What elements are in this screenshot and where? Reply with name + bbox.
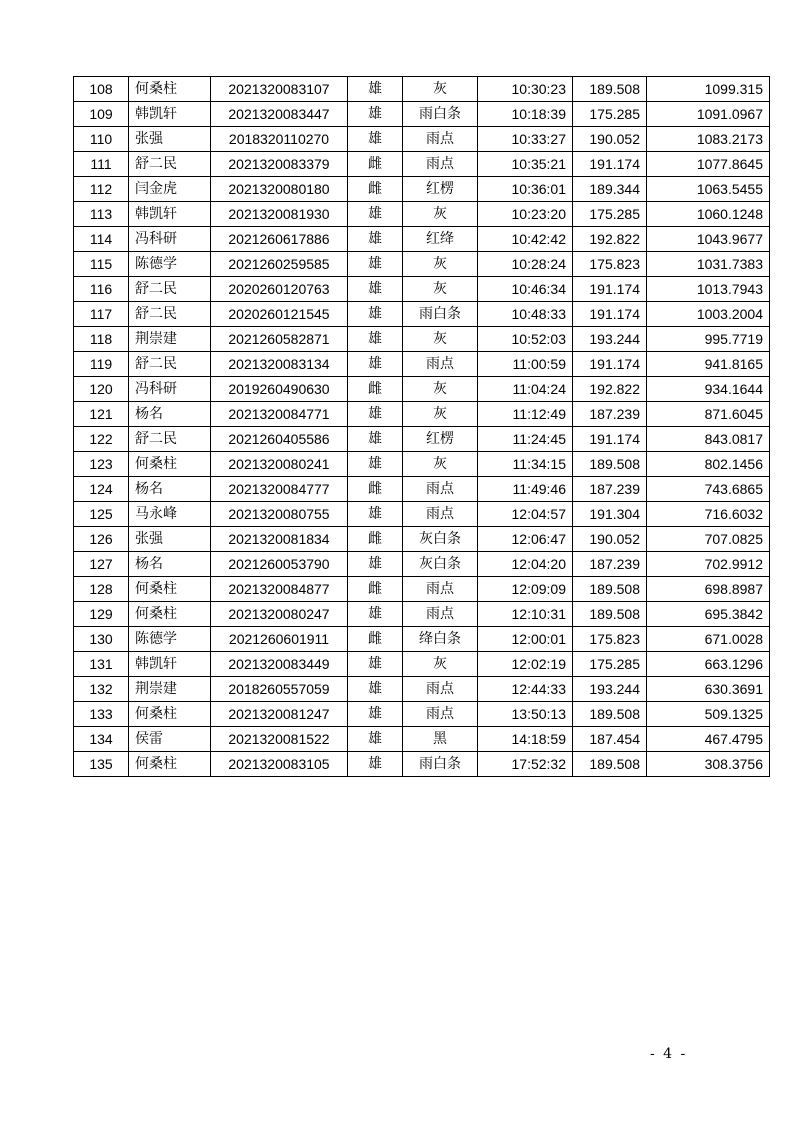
distance-cell: 191.174	[573, 277, 647, 302]
rank-cell: 124	[74, 477, 129, 502]
ring-number-cell: 2021320080755	[211, 502, 348, 527]
speed-cell: 695.3842	[647, 602, 770, 627]
owner-name-cell: 侯雷	[129, 727, 211, 752]
owner-name-cell: 荆崇建	[129, 327, 211, 352]
speed-cell: 1003.2004	[647, 302, 770, 327]
speed-cell: 663.1296	[647, 652, 770, 677]
feather-color-cell: 灰	[403, 652, 478, 677]
rank-cell: 126	[74, 527, 129, 552]
page-number: - 4 -	[650, 1046, 688, 1062]
arrival-time-cell: 11:34:15	[478, 452, 573, 477]
arrival-time-cell: 12:00:01	[478, 627, 573, 652]
table-row	[74, 452, 770, 477]
arrival-time-cell: 10:52:03	[478, 327, 573, 352]
ring-number-cell: 2021260405586	[211, 427, 348, 452]
rank-cell: 120	[74, 377, 129, 402]
arrival-time-cell: 11:00:59	[478, 352, 573, 377]
ring-number-cell: 2021320083105	[211, 752, 348, 777]
ring-number-cell: 2021320081522	[211, 727, 348, 752]
owner-name-cell: 韩凯轩	[129, 102, 211, 127]
rank-cell: 118	[74, 327, 129, 352]
speed-cell: 1043.9677	[647, 227, 770, 252]
ring-number-cell: 2021320083449	[211, 652, 348, 677]
table-row	[74, 352, 770, 377]
arrival-time-cell: 10:28:24	[478, 252, 573, 277]
sex-cell: 雌	[348, 627, 403, 652]
speed-cell: 871.6045	[647, 402, 770, 427]
arrival-time-cell: 12:06:47	[478, 527, 573, 552]
owner-name-cell: 荆崇建	[129, 677, 211, 702]
speed-cell: 467.4795	[647, 727, 770, 752]
speed-cell: 716.6032	[647, 502, 770, 527]
feather-color-cell: 灰	[403, 252, 478, 277]
rank-cell: 127	[74, 552, 129, 577]
sex-cell: 雄	[348, 327, 403, 352]
distance-cell: 189.508	[573, 702, 647, 727]
arrival-time-cell: 10:23:20	[478, 202, 573, 227]
sex-cell: 雄	[348, 252, 403, 277]
feather-color-cell: 雨点	[403, 577, 478, 602]
distance-cell: 189.344	[573, 177, 647, 202]
speed-cell: 1083.2173	[647, 127, 770, 152]
ring-number-cell: 2021260582871	[211, 327, 348, 352]
sex-cell: 雌	[348, 477, 403, 502]
table-row	[74, 652, 770, 677]
rank-cell: 122	[74, 427, 129, 452]
ring-number-cell: 2021320080241	[211, 452, 348, 477]
rank-cell: 135	[74, 752, 129, 777]
owner-name-cell: 舒二民	[129, 302, 211, 327]
arrival-time-cell: 12:04:57	[478, 502, 573, 527]
sex-cell: 雄	[348, 127, 403, 152]
speed-cell: 1077.8645	[647, 152, 770, 177]
table-row	[74, 702, 770, 727]
table-row	[74, 727, 770, 752]
rank-cell: 115	[74, 252, 129, 277]
distance-cell: 189.508	[573, 77, 647, 102]
arrival-time-cell: 12:10:31	[478, 602, 573, 627]
arrival-time-cell: 12:04:20	[478, 552, 573, 577]
feather-color-cell: 灰	[403, 377, 478, 402]
table-row	[74, 677, 770, 702]
table-row	[74, 477, 770, 502]
sex-cell: 雌	[348, 152, 403, 177]
sex-cell: 雌	[348, 377, 403, 402]
feather-color-cell: 雨点	[403, 502, 478, 527]
table-row	[74, 402, 770, 427]
table-row	[74, 302, 770, 327]
distance-cell: 190.052	[573, 127, 647, 152]
ring-number-cell: 2021320081247	[211, 702, 348, 727]
feather-color-cell: 黑	[403, 727, 478, 752]
table-row	[74, 527, 770, 552]
distance-cell: 175.285	[573, 102, 647, 127]
speed-cell: 702.9912	[647, 552, 770, 577]
arrival-time-cell: 12:02:19	[478, 652, 573, 677]
distance-cell: 175.823	[573, 627, 647, 652]
sex-cell: 雄	[348, 402, 403, 427]
rank-cell: 131	[74, 652, 129, 677]
owner-name-cell: 张强	[129, 127, 211, 152]
rank-cell: 130	[74, 627, 129, 652]
table-row	[74, 327, 770, 352]
speed-cell: 509.1325	[647, 702, 770, 727]
feather-color-cell: 灰	[403, 202, 478, 227]
speed-cell: 934.1644	[647, 377, 770, 402]
sex-cell: 雄	[348, 277, 403, 302]
table-row	[74, 427, 770, 452]
sex-cell: 雌	[348, 527, 403, 552]
speed-cell: 707.0825	[647, 527, 770, 552]
arrival-time-cell: 11:04:24	[478, 377, 573, 402]
rank-cell: 119	[74, 352, 129, 377]
ring-number-cell: 2020260120763	[211, 277, 348, 302]
table-row	[74, 577, 770, 602]
sex-cell: 雄	[348, 602, 403, 627]
sex-cell: 雄	[348, 227, 403, 252]
table-row	[74, 227, 770, 252]
ring-number-cell: 2021260259585	[211, 252, 348, 277]
rank-cell: 129	[74, 602, 129, 627]
feather-color-cell: 雨白条	[403, 752, 478, 777]
owner-name-cell: 陈德学	[129, 627, 211, 652]
ring-number-cell: 2021320080247	[211, 602, 348, 627]
rank-cell: 133	[74, 702, 129, 727]
speed-cell: 995.7719	[647, 327, 770, 352]
feather-color-cell: 雨白条	[403, 302, 478, 327]
feather-color-cell: 灰	[403, 77, 478, 102]
rank-cell: 117	[74, 302, 129, 327]
sex-cell: 雄	[348, 302, 403, 327]
sex-cell: 雄	[348, 752, 403, 777]
feather-color-cell: 灰	[403, 402, 478, 427]
arrival-time-cell: 11:24:45	[478, 427, 573, 452]
distance-cell: 189.508	[573, 752, 647, 777]
rank-cell: 114	[74, 227, 129, 252]
sex-cell: 雄	[348, 502, 403, 527]
sex-cell: 雄	[348, 552, 403, 577]
arrival-time-cell: 10:30:23	[478, 77, 573, 102]
owner-name-cell: 韩凯轩	[129, 202, 211, 227]
ring-number-cell: 2021320081930	[211, 202, 348, 227]
ring-number-cell: 2021260601911	[211, 627, 348, 652]
distance-cell: 189.508	[573, 577, 647, 602]
owner-name-cell: 张强	[129, 527, 211, 552]
speed-cell: 1013.7943	[647, 277, 770, 302]
ring-number-cell: 2021260617886	[211, 227, 348, 252]
feather-color-cell: 雨点	[403, 352, 478, 377]
owner-name-cell: 闫金虎	[129, 177, 211, 202]
table-row	[74, 377, 770, 402]
table-row	[74, 277, 770, 302]
results-table-body	[74, 77, 770, 777]
sex-cell: 雌	[348, 577, 403, 602]
ring-number-cell: 2018320110270	[211, 127, 348, 152]
sex-cell: 雄	[348, 702, 403, 727]
distance-cell: 192.822	[573, 377, 647, 402]
table-row	[74, 627, 770, 652]
distance-cell: 191.174	[573, 352, 647, 377]
feather-color-cell: 灰	[403, 277, 478, 302]
sex-cell: 雄	[348, 452, 403, 477]
table-row	[74, 77, 770, 102]
distance-cell: 191.304	[573, 502, 647, 527]
speed-cell: 308.3756	[647, 752, 770, 777]
feather-color-cell: 灰	[403, 452, 478, 477]
speed-cell: 1099.315	[647, 77, 770, 102]
rank-cell: 134	[74, 727, 129, 752]
sex-cell: 雄	[348, 652, 403, 677]
arrival-time-cell: 11:49:46	[478, 477, 573, 502]
ring-number-cell: 2021320083134	[211, 352, 348, 377]
feather-color-cell: 雨白条	[403, 102, 478, 127]
speed-cell: 698.8987	[647, 577, 770, 602]
arrival-time-cell: 10:33:27	[478, 127, 573, 152]
feather-color-cell: 雨点	[403, 152, 478, 177]
ring-number-cell: 2021320083447	[211, 102, 348, 127]
rank-cell: 109	[74, 102, 129, 127]
rank-cell: 110	[74, 127, 129, 152]
speed-cell: 1060.1248	[647, 202, 770, 227]
speed-cell: 743.6865	[647, 477, 770, 502]
feather-color-cell: 雨点	[403, 127, 478, 152]
sex-cell: 雄	[348, 102, 403, 127]
arrival-time-cell: 10:42:42	[478, 227, 573, 252]
owner-name-cell: 杨名	[129, 552, 211, 577]
arrival-time-cell: 10:36:01	[478, 177, 573, 202]
results-table	[73, 76, 770, 777]
feather-color-cell: 灰白条	[403, 552, 478, 577]
table-row	[74, 152, 770, 177]
rank-cell: 132	[74, 677, 129, 702]
owner-name-cell: 何桑柱	[129, 602, 211, 627]
feather-color-cell: 红绛	[403, 227, 478, 252]
table-row	[74, 127, 770, 152]
speed-cell: 1091.0967	[647, 102, 770, 127]
owner-name-cell: 何桑柱	[129, 452, 211, 477]
owner-name-cell: 冯科研	[129, 377, 211, 402]
ring-number-cell: 2021320084771	[211, 402, 348, 427]
owner-name-cell: 杨名	[129, 402, 211, 427]
owner-name-cell: 舒二民	[129, 152, 211, 177]
feather-color-cell: 红楞	[403, 427, 478, 452]
feather-color-cell: 灰	[403, 327, 478, 352]
rank-cell: 116	[74, 277, 129, 302]
arrival-time-cell: 10:35:21	[478, 152, 573, 177]
owner-name-cell: 何桑柱	[129, 752, 211, 777]
ring-number-cell: 2021320081834	[211, 527, 348, 552]
table-row	[74, 102, 770, 127]
table-row	[74, 252, 770, 277]
table-row	[74, 552, 770, 577]
owner-name-cell: 马永峰	[129, 502, 211, 527]
feather-color-cell: 绛白条	[403, 627, 478, 652]
ring-number-cell: 2021260053790	[211, 552, 348, 577]
arrival-time-cell: 12:44:33	[478, 677, 573, 702]
rank-cell: 121	[74, 402, 129, 427]
rank-cell: 123	[74, 452, 129, 477]
rank-cell: 112	[74, 177, 129, 202]
ring-number-cell: 2021320084877	[211, 577, 348, 602]
distance-cell: 191.174	[573, 152, 647, 177]
distance-cell: 191.174	[573, 302, 647, 327]
distance-cell: 187.454	[573, 727, 647, 752]
owner-name-cell: 韩凯轩	[129, 652, 211, 677]
distance-cell: 175.285	[573, 652, 647, 677]
table-row	[74, 502, 770, 527]
arrival-time-cell: 12:09:09	[478, 577, 573, 602]
arrival-time-cell: 11:12:49	[478, 402, 573, 427]
speed-cell: 843.0817	[647, 427, 770, 452]
owner-name-cell: 舒二民	[129, 277, 211, 302]
sex-cell: 雄	[348, 352, 403, 377]
table-row	[74, 202, 770, 227]
speed-cell: 802.1456	[647, 452, 770, 477]
distance-cell: 190.052	[573, 527, 647, 552]
sex-cell: 雄	[348, 677, 403, 702]
sex-cell: 雌	[348, 177, 403, 202]
distance-cell: 187.239	[573, 402, 647, 427]
distance-cell: 187.239	[573, 477, 647, 502]
distance-cell: 187.239	[573, 552, 647, 577]
distance-cell: 175.285	[573, 202, 647, 227]
ring-number-cell: 2019260490630	[211, 377, 348, 402]
rank-cell: 108	[74, 77, 129, 102]
ring-number-cell: 2021320084777	[211, 477, 348, 502]
feather-color-cell: 红楞	[403, 177, 478, 202]
distance-cell: 175.823	[573, 252, 647, 277]
speed-cell: 1031.7383	[647, 252, 770, 277]
distance-cell: 193.244	[573, 327, 647, 352]
sex-cell: 雄	[348, 202, 403, 227]
owner-name-cell: 舒二民	[129, 427, 211, 452]
ring-number-cell: 2021320080180	[211, 177, 348, 202]
feather-color-cell: 雨点	[403, 677, 478, 702]
owner-name-cell: 何桑柱	[129, 77, 211, 102]
feather-color-cell: 雨点	[403, 702, 478, 727]
rank-cell: 128	[74, 577, 129, 602]
sex-cell: 雄	[348, 77, 403, 102]
distance-cell: 192.822	[573, 227, 647, 252]
speed-cell: 671.0028	[647, 627, 770, 652]
ring-number-cell: 2021320083107	[211, 77, 348, 102]
rank-cell: 113	[74, 202, 129, 227]
distance-cell: 193.244	[573, 677, 647, 702]
owner-name-cell: 何桑柱	[129, 577, 211, 602]
rank-cell: 111	[74, 152, 129, 177]
owner-name-cell: 冯科研	[129, 227, 211, 252]
feather-color-cell: 雨点	[403, 477, 478, 502]
ring-number-cell: 2021320083379	[211, 152, 348, 177]
feather-color-cell: 灰白条	[403, 527, 478, 552]
sex-cell: 雄	[348, 427, 403, 452]
distance-cell: 189.508	[573, 602, 647, 627]
table-row	[74, 752, 770, 777]
arrival-time-cell: 10:18:39	[478, 102, 573, 127]
sex-cell: 雄	[348, 727, 403, 752]
owner-name-cell: 杨名	[129, 477, 211, 502]
speed-cell: 1063.5455	[647, 177, 770, 202]
speed-cell: 941.8165	[647, 352, 770, 377]
table-row	[74, 177, 770, 202]
speed-cell: 630.3691	[647, 677, 770, 702]
arrival-time-cell: 10:48:33	[478, 302, 573, 327]
ring-number-cell: 2018260557059	[211, 677, 348, 702]
arrival-time-cell: 10:46:34	[478, 277, 573, 302]
feather-color-cell: 雨点	[403, 602, 478, 627]
owner-name-cell: 何桑柱	[129, 702, 211, 727]
arrival-time-cell: 17:52:32	[478, 752, 573, 777]
rank-cell: 125	[74, 502, 129, 527]
distance-cell: 189.508	[573, 452, 647, 477]
ring-number-cell: 2020260121545	[211, 302, 348, 327]
owner-name-cell: 舒二民	[129, 352, 211, 377]
arrival-time-cell: 13:50:13	[478, 702, 573, 727]
owner-name-cell: 陈德学	[129, 252, 211, 277]
table-row	[74, 602, 770, 627]
arrival-time-cell: 14:18:59	[478, 727, 573, 752]
distance-cell: 191.174	[573, 427, 647, 452]
